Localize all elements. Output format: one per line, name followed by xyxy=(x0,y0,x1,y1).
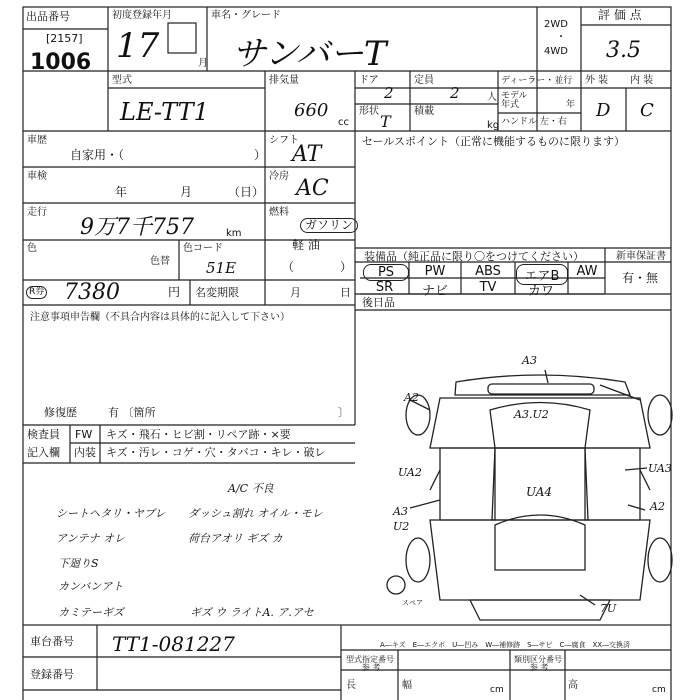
length-unit: cm xyxy=(490,685,504,695)
class-number-ref: 参 考 xyxy=(530,663,549,672)
shape-label: 形状 xyxy=(359,106,379,117)
door-label: ドア xyxy=(359,75,379,86)
lot-label: 出品番号 xyxy=(26,10,70,23)
hand-note-2: シートヘタリ・ヤブレ xyxy=(56,507,166,520)
equip-aw: AW xyxy=(576,264,598,279)
equipment-label: 装備品（純正品に限り〇をつけてください） xyxy=(364,250,584,263)
inspector-int: 内装 xyxy=(74,446,96,459)
mileage-value: 9万7千757 xyxy=(80,215,194,240)
repair-value: 有 〔箇所 xyxy=(108,406,156,419)
mileage-label: 走行 xyxy=(27,207,47,218)
registration-label: 登録番号 xyxy=(30,668,74,681)
drive-dot: ・ xyxy=(556,32,566,43)
repair-close: 〕 xyxy=(338,406,349,419)
shift-value: AT xyxy=(292,142,322,167)
equip-abs: ABS xyxy=(475,264,501,279)
year-unit: 年 xyxy=(566,100,576,110)
spare-label: スペア xyxy=(402,599,423,607)
history-close: ） xyxy=(254,148,267,162)
mileage-unit: km xyxy=(226,228,242,239)
inspector-fw-items: キズ・飛石・ヒビ割・リペア跡・×要 xyxy=(106,428,291,441)
equip-ps: PS xyxy=(363,264,409,281)
height-label: 高 xyxy=(568,680,578,691)
shift-label: シフト xyxy=(269,135,299,146)
hand-note-4: アンテナ オレ xyxy=(56,532,126,545)
height-unit: cm xyxy=(652,685,666,695)
class-number-label: 類別区分番号 xyxy=(514,655,562,664)
damage-mark: A2 xyxy=(650,500,665,513)
equip-airbag: エアB xyxy=(516,264,568,285)
first-reg-year: 17 xyxy=(116,26,160,66)
exterior-label: 外 装 xyxy=(585,75,609,86)
exterior-value: D xyxy=(596,100,611,121)
paint-label: 色替 xyxy=(150,256,170,267)
fuel-other-close: ） xyxy=(340,260,353,274)
handle-label: ハンドル 左・右 xyxy=(501,117,567,127)
recycle-unit: 円 xyxy=(168,285,181,299)
equip-tv: TV xyxy=(479,280,497,295)
type-number-label: 型式指定番号 xyxy=(346,655,394,664)
damage-mark: 7U xyxy=(600,602,617,615)
hand-note-6: 下廻りS xyxy=(58,557,99,570)
fuel-diesel: 軽 油 xyxy=(292,238,320,252)
car-name-label: 車名・グレード xyxy=(211,10,281,21)
color-code-label: 色コード xyxy=(183,243,223,254)
model-year-label: モデル 年式 xyxy=(501,91,528,110)
load-label: 積載 xyxy=(414,106,434,117)
interior-label: 内 装 xyxy=(630,75,654,86)
history-value: 自家用・（ xyxy=(70,148,125,162)
damage-legend: A―キズ E―エクボ U―凹み W―補修跡 S―サビ C―腐食 XX―交換済 xyxy=(380,641,631,649)
grade-value: 3.5 xyxy=(606,38,641,63)
color-label: 色 xyxy=(27,243,37,254)
inspector-label-2: 記入欄 xyxy=(27,446,60,459)
model-value: LE-TT1 xyxy=(120,98,209,126)
type-number-ref: 参 考 xyxy=(362,663,381,672)
lot-number: 1006 xyxy=(30,50,92,75)
color-code-value: 51E xyxy=(206,259,237,277)
repair-label: 修復歴 xyxy=(44,406,77,419)
inspection-month: 月 xyxy=(180,185,193,199)
hand-note-7: カンバンアト xyxy=(58,580,124,593)
drive-4wd: 4WD xyxy=(544,46,568,57)
capacity-label: 定員 xyxy=(414,75,434,86)
damage-mark: U2 xyxy=(393,520,410,533)
door-value: 2 xyxy=(384,84,394,102)
damage-mark: UA2 xyxy=(398,466,422,479)
equip-leather: カワ xyxy=(527,284,554,299)
interior-value: C xyxy=(640,100,654,121)
displacement-label: 排気量 xyxy=(269,75,299,86)
aircon-value: AC xyxy=(296,176,329,201)
kg-unit: kg xyxy=(487,120,500,131)
length-label: 長 xyxy=(346,680,356,691)
hand-note-8: カミテーギズ xyxy=(58,606,124,619)
car-name: サンバーT xyxy=(232,34,387,74)
equip-sr: SR xyxy=(375,280,394,295)
history-label: 車歴 xyxy=(27,135,47,146)
warranty-label: 新車保証書 xyxy=(616,251,666,262)
notes-label: 注意事項申告欄（不具合内容は具体的に記入して下さい） xyxy=(30,312,290,323)
damage-mark: A3.U2 xyxy=(514,408,549,421)
shape-value: T xyxy=(380,112,391,131)
damage-mark: A3 xyxy=(522,354,537,367)
inspector-fw: FW xyxy=(75,428,93,441)
deadline-label: 名変期限 xyxy=(195,286,239,299)
inspection-year: 年 xyxy=(115,185,128,199)
width-label: 幅 xyxy=(402,680,412,691)
chassis-value: TT1-081227 xyxy=(112,632,235,656)
hand-note-1: A/C 不良 xyxy=(228,482,274,495)
deadline-day: 日 xyxy=(340,286,351,299)
hand-note-5: 荷台アオリ ギズ カ xyxy=(188,532,283,545)
displacement-value: 660 xyxy=(294,100,329,121)
inspector-label-1: 検査員 xyxy=(27,428,60,441)
fuel-gasoline: ガソリン xyxy=(300,218,358,233)
model-label: 型式 xyxy=(112,75,132,86)
recycle-label: R券 xyxy=(26,286,47,299)
equip-navi: ナビ xyxy=(421,284,448,299)
cc-unit: cc xyxy=(338,117,349,128)
later-label: 後日品 xyxy=(362,296,395,309)
lot-code: [2157] xyxy=(46,32,83,45)
hand-note-3: ダッシュ割れ オイル・モレ xyxy=(188,507,323,520)
person-unit: 人 xyxy=(487,92,497,103)
recycle-value: 7380 xyxy=(64,280,120,305)
inspection-day: （日） xyxy=(228,185,265,199)
damage-mark: A3 xyxy=(393,505,408,518)
drive-2wd: 2WD xyxy=(544,19,568,30)
inspector-int-items: キズ・汚レ・コゲ・穴・タバコ・キレ・破レ xyxy=(106,446,326,459)
warranty-value: 有・無 xyxy=(622,271,659,285)
first-reg-label: 初度登録年月 xyxy=(112,10,172,21)
damage-mark: UA3 xyxy=(648,462,672,475)
equip-pw: PW xyxy=(424,264,446,279)
damage-mark: UA4 xyxy=(526,485,553,499)
month-unit: 月 xyxy=(198,58,208,69)
deadline-month: 月 xyxy=(290,286,301,299)
grade-label: 評 価 点 xyxy=(598,8,642,22)
fuel-label: 燃料 xyxy=(269,207,289,218)
inspection-label: 車検 xyxy=(27,171,47,182)
sales-point-label: セールスポイント（正常に機能するものに限ります） xyxy=(362,135,626,148)
chassis-label: 車台番号 xyxy=(30,635,74,648)
damage-mark: A2 xyxy=(404,391,419,404)
capacity-value: 2 xyxy=(450,84,460,102)
dealer-label: ディーラー・並行 xyxy=(501,76,573,86)
fuel-other-open: （ xyxy=(282,260,295,274)
hand-note-9: ギズ ウ ライトA. ア.アセ xyxy=(190,606,314,619)
aircon-label: 冷房 xyxy=(269,171,289,182)
